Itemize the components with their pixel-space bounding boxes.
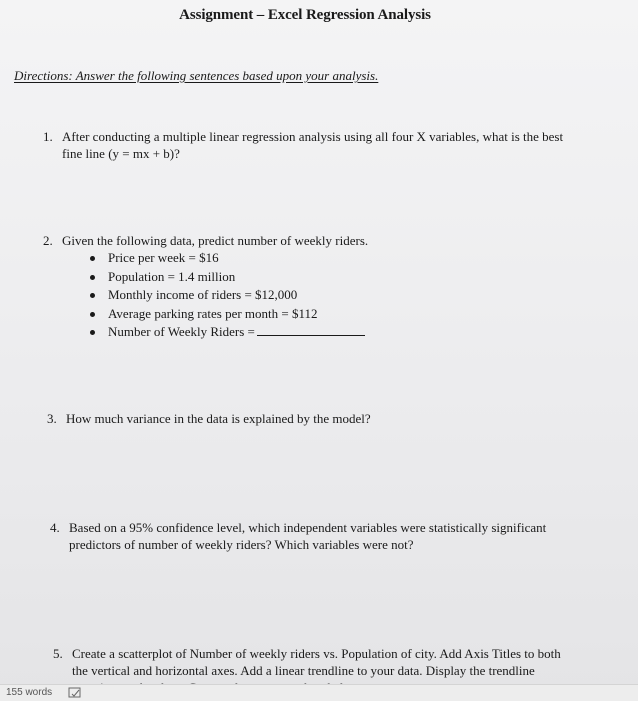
question-text: After conducting a multiple linear regression analysis using all four X variables, what is the best fine line (y = mx + b)? (62, 129, 564, 161)
bullet-icon (90, 293, 95, 298)
proofing-icon[interactable] (68, 686, 82, 699)
list-item: Monthly income of riders = $12,000 (88, 286, 365, 305)
directions-text: Directions: Answer the following sentences based upon your analysis. (14, 68, 379, 83)
bullet-icon (90, 330, 95, 335)
bullet-icon (90, 256, 95, 261)
list-item: Population = 1.4 million (88, 268, 365, 287)
question-1 (43, 128, 583, 162)
answer-blank[interactable] (257, 323, 365, 336)
question-text: Based on a 95% confidence level, which independent variables were statistically significant predictors of number of weekly riders? Which variables were not? (69, 520, 547, 552)
question-text: How much variance in the data is explained by the model? (66, 411, 371, 426)
question-4 (50, 519, 570, 553)
list-item: Price per week = $16 (88, 249, 365, 268)
given-data-list (88, 249, 365, 342)
word-count[interactable]: 155 words (6, 687, 53, 698)
question-3 (47, 410, 587, 427)
question-number: 1. (43, 129, 53, 144)
question-number: 5. (53, 646, 63, 661)
question-text: Given the following data, predict number of weekly riders. (62, 233, 369, 248)
question-number: 4. (50, 520, 60, 535)
question-text: Create a scatterplot of Number of weekly riders vs. Population of city. Add Axis Titles to both the vertical and horizontal axes. Add a linear trendline to your data. Display the trendline (72, 646, 561, 678)
bullet-icon (90, 312, 95, 317)
question-number: 3. (47, 411, 57, 426)
list-item: Average parking rates per month = $112 (88, 305, 365, 324)
question-number: 2. (43, 233, 53, 248)
bullet-icon (90, 275, 95, 280)
status-bar (0, 684, 638, 701)
question-2 (43, 232, 583, 249)
list-item: Number of Weekly Riders = (88, 323, 365, 342)
document-title: Assignment – Excel Regression Analysis (179, 7, 431, 23)
